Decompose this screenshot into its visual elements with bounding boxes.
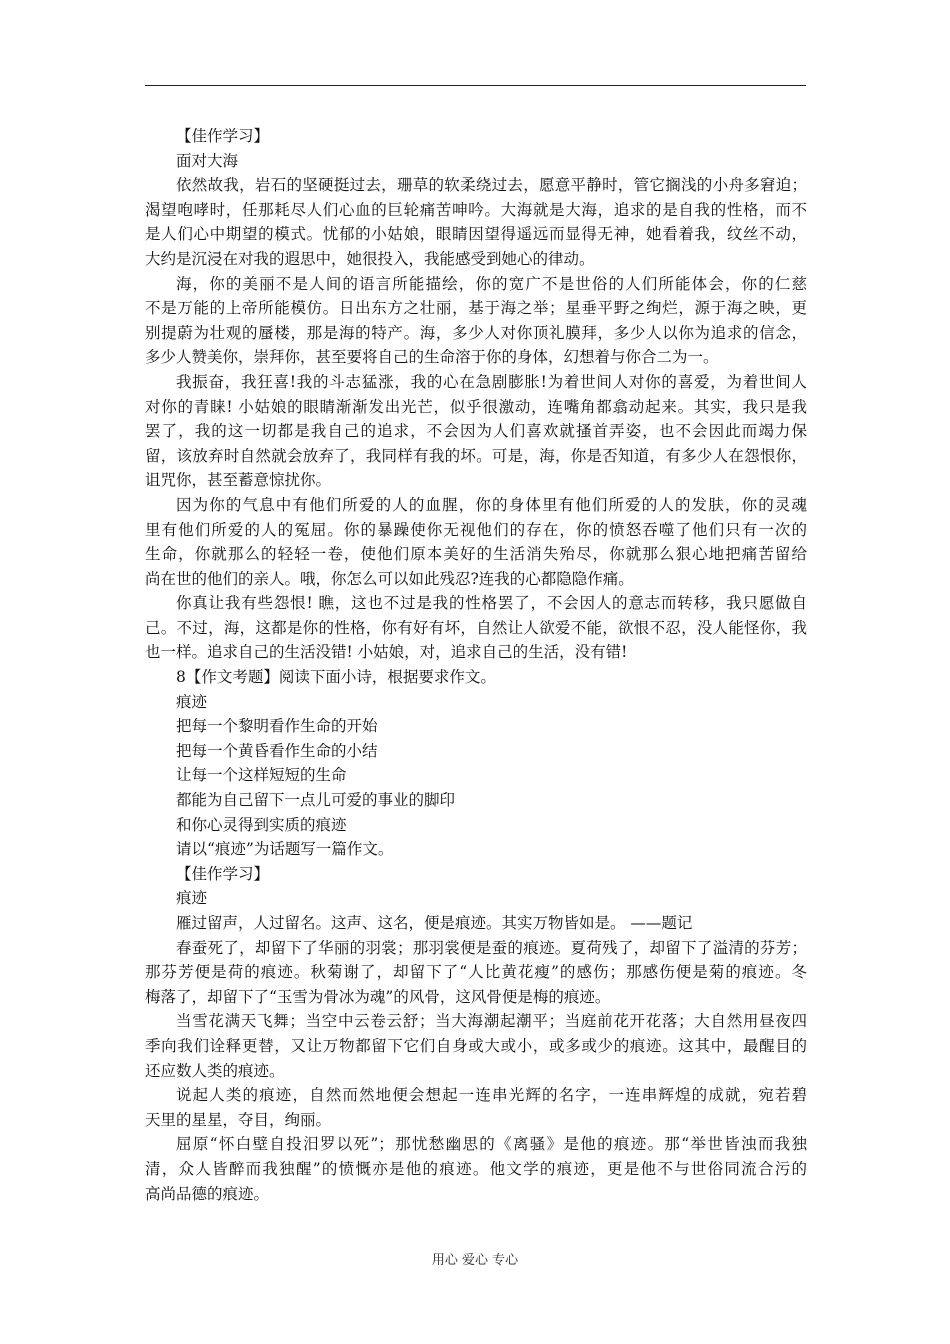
text-line: 你真让我有些怨恨! 瞧，这也不过是我的性格罢了，不会因人的意志而转移，我只愿做自 bbox=[176, 594, 807, 613]
text-line: 别提蔚为壮观的蜃楼，那是海的特产。海，多少人对你顶礼膜拜，多少人以你为追求的信念， bbox=[145, 323, 807, 342]
text-line: 说起人类的痕迹，自然而然地便会想起一连串光辉的名字，一连串辉煌的成就，宛若碧 bbox=[176, 1086, 807, 1105]
text-line: 诅咒你，甚至蓄意惊扰你。 bbox=[145, 471, 332, 490]
text-line: 渴望咆哮时，任那耗尽人们心血的巨轮痛苦呻吟。大海就是大海，追求的是自我的性格，而不 bbox=[145, 200, 807, 219]
text-line: 把每一个黄昏看作生命的小结 bbox=[176, 741, 378, 760]
text-line: 都能为自己留下一点儿可爱的事业的脚印 bbox=[176, 791, 456, 810]
text-line: 尚在世的他们的亲人。哦，你怎么可以如此残忍?连我的心都隐隐作痛。 bbox=[145, 569, 634, 588]
text-line: 痕迹 bbox=[176, 889, 208, 908]
page-footer: 用心 爱心 专心 bbox=[431, 1253, 519, 1268]
text-line: 雁过留声，人过留名。这声、这名，便是痕迹。其实万物皆如是。 ——题记 bbox=[176, 914, 693, 932]
text-line: 里有他们所爱的人的冤屈。你的暴躁使你无视他们的存在，你的愤怒吞噬了他们只有一次的 bbox=[145, 520, 807, 539]
text-line: 当雪花满天飞舞；当空中云卷云舒；当大海潮起潮平；当庭前花开花落；大自然用昼夜四 bbox=[176, 1012, 807, 1031]
text-line: 生命，你就那么的轻轻一卷，使他们原本美好的生活消失殆尽，你就那么狠心地把痛苦留给 bbox=[145, 545, 807, 564]
text-line: 还应数人类的痕迹。 bbox=[145, 1061, 285, 1080]
header-rule bbox=[145, 85, 806, 86]
text-line: 让每一个这样短短的生命 bbox=[176, 766, 347, 785]
text-line: 天里的星星，夺目，绚丽。 bbox=[145, 1110, 332, 1129]
text-line: 海，你的美丽不是人间的语言所能描绘，你的宽广不是世俗的人们所能体会，你的仁慈 bbox=[176, 274, 807, 293]
text-line: 清，众人皆醉而我独醒”的愤慨亦是他的痕迹。他文学的痕迹，更是他不与世俗同流合污的 bbox=[145, 1159, 807, 1178]
text-line: 罢了，我的这一切都是我自己的追求，不会因为人们喜欢就搔首弄姿，也不会因此而竭力保 bbox=[145, 422, 807, 441]
text-line: 我振奋，我狂喜!我的斗志猛涨，我的心在急剧膨胀!为着世间人对你的喜爱，为着世间人 bbox=[176, 372, 807, 391]
text-line: 屈原“怀白壁自投汨罗以死”；那忧愁幽思的《离骚》是他的痕迹。那“举世皆浊而我独 bbox=[176, 1135, 807, 1154]
text-line: 【佳作学习】 bbox=[176, 864, 270, 883]
text-line: 对你的青睐! 小姑娘的眼睛渐渐发出光芒，似乎很激动，连嘴角都翕动起来。其实，我只是我 bbox=[145, 397, 807, 416]
text-line: 留，该放弃时自然就会放弃了，我同样有我的坏。可是，海，你是否知道，有多少人在怨恨你， bbox=[145, 446, 807, 465]
text-line: 把每一个黎明看作生命的开始 bbox=[176, 717, 378, 736]
text-line: 梅落了，却留下了“玉雪为骨冰为魂”的风骨，这风骨便是梅的痕迹。 bbox=[145, 987, 611, 1006]
text-line: 依然故我，岩石的坚硬挺过去，珊草的软柔绕过去，愿意平静时，管它搁浅的小舟多窘迫； bbox=[176, 176, 807, 195]
text-line: 大约是沉浸在对我的遐思中，她很投入，我能感受到她心的律动。 bbox=[145, 249, 595, 268]
text-line: 请以“痕迹”为话题写一篇作文。 bbox=[176, 840, 394, 859]
text-line: 是人们心中期望的模式。忧郁的小姑娘，眼睛因望得遥远而显得无神，她看着我，纹丝不动， bbox=[145, 225, 807, 244]
document-body bbox=[145, 124, 807, 1206]
text-line: 那芬芳便是荷的痕迹。秋菊谢了，却留下了“人比黄花瘦”的感伤；那感伤便是菊的痕迹。冬 bbox=[145, 963, 807, 982]
text-line: 因为你的气息中有他们所爱的人的血腥，你的身体里有他们所爱的人的发肤，你的灵魂 bbox=[176, 495, 807, 514]
text-line: 多少人赞美你，崇拜你，甚至要将自己的生命溶于你的身体，幻想着与你合二为一。 bbox=[145, 348, 719, 367]
text-line: 高尚品德的痕迹。 bbox=[145, 1184, 270, 1203]
text-line: 【佳作学习】 bbox=[176, 127, 270, 145]
text-line: 8【作文考题】阅读下面小诗，根据要求作文。 bbox=[176, 668, 496, 687]
text-line: 季向我们诠释更替，又让万物都留下它们自身或大或小，或多或少的痕迹。这其中，最醒目的 bbox=[145, 1036, 807, 1055]
text-line: 不是万能的上帝所能模仿。日出东方之壮丽，基于海之举；星垂平野之绚烂，源于海之映，更 bbox=[145, 299, 807, 318]
text-line: 春蚕死了，却留下了华丽的羽裳；那羽裳便是蚕的痕迹。夏荷残了，却留下了溢清的芬芳； bbox=[176, 938, 807, 957]
text-line: 和你心灵得到实质的痕迹 bbox=[176, 815, 347, 834]
text-line: 己。不过，海，这都是你的性格，你有好有坏，自然让人欲爱不能，欲恨不忍，没人能怪你，我 bbox=[145, 618, 807, 637]
text-line: 痕迹 bbox=[176, 692, 208, 711]
text-line: 面对大海 bbox=[176, 151, 239, 170]
text-line: 也一样。追求自己的生活没错! 小姑娘，对，追求自己的生活，没有错! bbox=[145, 643, 628, 662]
